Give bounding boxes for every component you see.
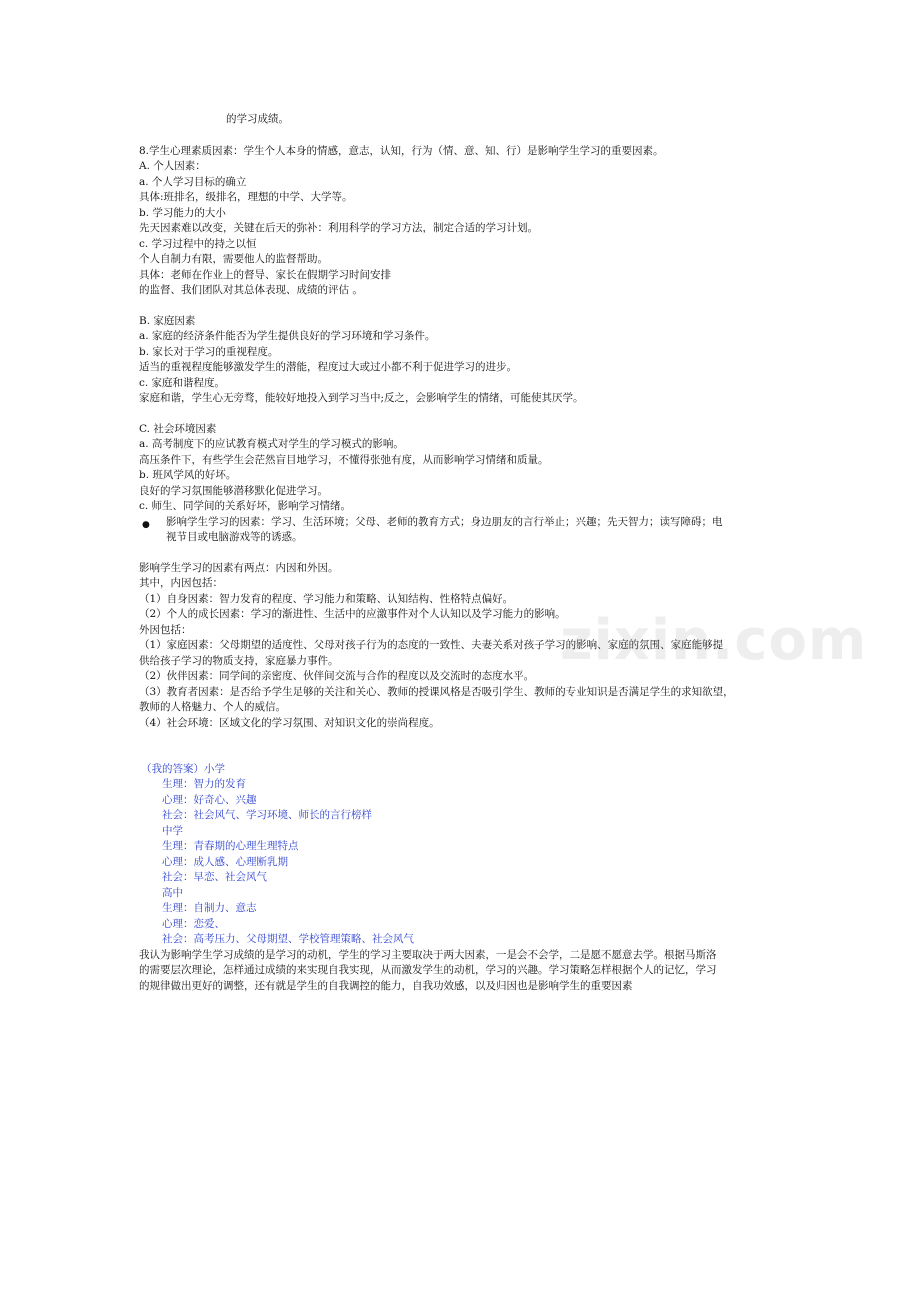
answer-line: 心理：恋爱、 <box>162 918 225 930</box>
subsection-title: A. 个人因素： <box>139 160 206 172</box>
text-line: b. 班风学风的好坏。 <box>139 469 237 481</box>
text-line: 高压条件下，有些学生会茫然盲目地学习，不懂得张弛有度，从而影响学习情绪和质量。 <box>139 454 549 466</box>
text-line: （1）自身因素：智力发育的程度、学习能力和策略、认知结构、性格特点偏好。 <box>139 593 514 605</box>
text-line: （2）伙伴因素：同学间的亲密度、伙伴间交流与合作的程度以及交流时的态度水平。 <box>139 670 535 682</box>
answer-stage-title: 高中 <box>162 887 183 899</box>
answer-line: 社会：高考压力、父母期望、学校管理策略、社会风气 <box>162 933 414 945</box>
text-line: a. 家庭的经济条件能否为学生提供良好的学习环境和学习条件。 <box>139 330 436 342</box>
text-line: c. 家庭和谐程度。 <box>139 377 226 389</box>
bullet-icon: ● <box>142 520 150 530</box>
text-line: 其中，内因包括： <box>139 577 223 589</box>
text-line: a. 个人学习目标的确立 <box>139 176 247 188</box>
text-line: b. 学习能力的大小 <box>139 207 226 219</box>
text-line: 供给孩子学习的物质支持，家庭暴力事件。 <box>139 655 339 667</box>
text-line: 适当的重视程度能够激发学生的潜能，程度过大或过小都不利于促进学习的进步。 <box>139 361 517 373</box>
text-line: 家庭和谐，学生心无旁骛，能较好地投入到学习当中;反之，会影响学生的情绪，可能使其厌学。 <box>139 392 584 404</box>
text-line: b. 家长对于学习的重视程度。 <box>139 346 279 358</box>
text-line: 良好的学习氛围能够潜移默化促进学习。 <box>139 485 328 497</box>
text-line: 的监督、我们团队对其总体表现、成绩的评估 。 <box>139 284 363 296</box>
conclusion-line: 我认为影响学生学习成绩的是学习的动机，学生的学习主要取决于两大因素，一是会不会学，二是愿不愿意去学。根据马斯洛 <box>139 949 717 961</box>
text-line: c. 学习过程中的持之以恒 <box>139 238 257 250</box>
text-line: 具体:班排名，级排名，理想的中学、大学等。 <box>139 191 353 203</box>
text-line: 具体：老师在作业上的督导、家长在假期学习时间安排 <box>139 269 391 281</box>
text-line: 教师的人格魅力、个人的威信。 <box>139 701 286 713</box>
answer-line: 生理：自制力、意志 <box>162 902 257 914</box>
text-line: a. 高考制度下的应试教育模式对学生的学习模式的影响。 <box>139 438 404 450</box>
text-line: （3）教育者因素：是否给予学生足够的关注和关心、教师的授课风格是否吸引学生、教师的专业知识是否满足学生的求知欲望， <box>139 686 734 698</box>
answer-heading: （我的答案）小学 <box>141 763 225 775</box>
conclusion-line: 的需要层次理论，怎样通过成绩的来实现自我实现，从而激发学生的动机，学习的兴趣。学习策略怎样根据个人的记忆，学习 <box>139 964 717 976</box>
text-line: （2）个人的成长因素：学习的渐进性、生活中的应激事件对个人认知以及学习能力的影响。 <box>139 608 566 620</box>
subsection-title: B. 家庭因素 <box>139 315 196 327</box>
answer-line: 生理：青春期的心理生理特点 <box>162 840 299 852</box>
answer-line: 社会：早恋、社会风气 <box>162 871 267 883</box>
answer-line: 心理：成人感、心理断乳期 <box>162 856 288 868</box>
bullet-text: 视节目或电脑游戏等的诱惑。 <box>166 531 303 543</box>
text-line: 影响学生学习的因素有两点：内因和外因。 <box>139 562 339 574</box>
answer-stage-title: 中学 <box>162 825 183 837</box>
bullet-text: 影响学生学习的因素：学习、生活环境；父母、老师的教育方式；身边朋友的言行举止；兴趣；先天智力；读写障碍；电 <box>166 516 723 528</box>
text-line: 先天因素难以改变，关键在后天的弥补：利用科学的学习方法，制定合适的学习计划。 <box>139 222 538 234</box>
answer-line: 心理：好奇心、兴趣 <box>162 794 257 806</box>
subsection-title: C. 社会环境因素 <box>139 423 217 435</box>
conclusion-line: 的规律做出更好的调整，还有就是学生的自我调控的能力，自我功效感，以及归因也是影响学生的重要因素 <box>139 980 633 992</box>
section-heading: 8.学生心理素质因素：学生个人本身的情感，意志，认知，行为（情、意、知、行）是影响学生学习的重要因素。 <box>139 145 664 157</box>
watermark-logo: zixin.com <box>560 608 868 673</box>
text-line: 个人自制力有限，需要他人的监督帮助。 <box>139 253 328 265</box>
text-line: c. 师生、同学间的关系好坏，影响学习情绪。 <box>139 500 352 512</box>
text-line: 的学习成绩。 <box>226 113 289 125</box>
text-line: （4）社会环境：区域文化的学习氛围、对知识文化的崇尚程度。 <box>139 717 440 729</box>
text-line: （1）家庭因素：父母期望的适度性、父母对孩子行为的态度的一致性、夫妻关系对孩子学习的影响、家庭的氛围、家庭能够提 <box>139 639 724 651</box>
answer-line: 生理：智力的发育 <box>162 778 246 790</box>
answer-line: 社会：社会风气、学习环境、师长的言行榜样 <box>162 809 372 821</box>
text-line: 外因包括： <box>139 624 192 636</box>
